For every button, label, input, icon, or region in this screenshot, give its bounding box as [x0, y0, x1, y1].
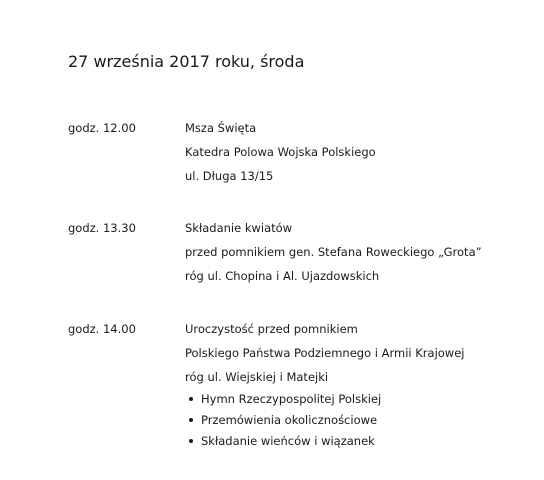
program-bullet-list: [185, 389, 381, 452]
event-title: Składanie kwiatów: [185, 221, 293, 235]
bullet-icon: [189, 418, 193, 422]
event-location: przed pomnikiem gen. Stefana Roweckiego „Grota”: [185, 245, 482, 259]
event-address: ul. Długa 13/15: [185, 169, 274, 183]
list-item-text: Przemówienia okolicznościowe: [201, 413, 378, 427]
list-item: [185, 431, 381, 452]
event-title: Uroczystość przed pomnikiem: [185, 322, 358, 336]
bullet-icon: [189, 439, 193, 443]
date-heading: 27 września 2017 roku, środa: [68, 52, 305, 71]
event-time: godz. 12.00: [68, 121, 136, 135]
list-item: [185, 389, 381, 410]
list-item-text: Hymn Rzeczypospolitej Polskiej: [201, 392, 382, 406]
event-time: godz. 13.30: [68, 221, 136, 235]
event-address: róg ul. Chopina i Al. Ujazdowskich: [185, 269, 380, 283]
event-details: [185, 216, 525, 288]
event-location: Polskiego Państwa Podziemnego i Armii Krajowej: [185, 346, 465, 360]
event-details: [185, 317, 525, 448]
event-address: róg ul. Wiejskiej i Matejki: [185, 370, 329, 384]
list-item: [185, 410, 381, 431]
event-details: [185, 116, 525, 188]
event-time: godz. 14.00: [68, 322, 136, 336]
event-title: Msza Święta: [185, 121, 257, 135]
event-location: Katedra Polowa Wojska Polskiego: [185, 145, 376, 159]
bullet-icon: [189, 397, 193, 401]
list-item-text: Składanie wieńców i wiązanek: [201, 434, 375, 448]
